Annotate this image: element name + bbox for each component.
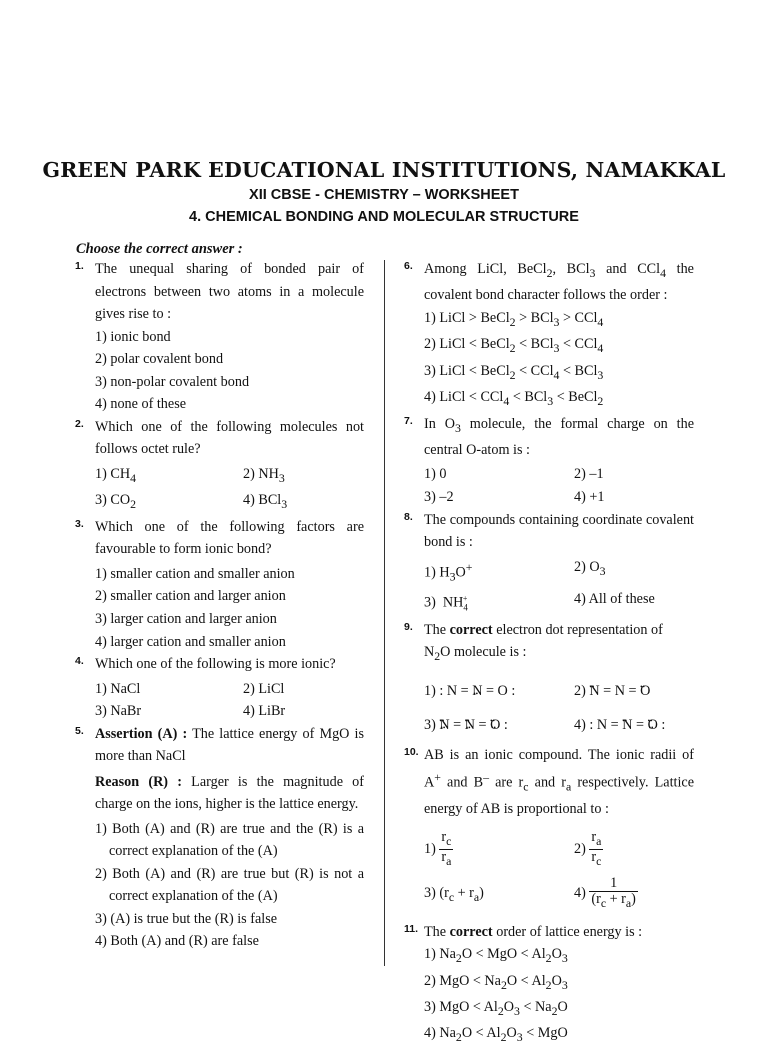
question-9	[404, 619, 694, 738]
question-text: Which one of the following factors are favourable to form ionic bond?	[95, 518, 364, 558]
question-number: 5.	[75, 724, 84, 737]
question-7	[404, 413, 694, 509]
question-6	[404, 258, 694, 413]
option[interactable]: 4) +1	[574, 488, 605, 505]
question-text: Among LiCl, BeCl$_2$, BCl$_3$ and CCl$_4$ the covalent bond character follows the order :	[424, 261, 694, 304]
chapter-title: 4. CHEMICAL BONDING AND MOLECULAR STRUCTURE	[189, 209, 579, 225]
option[interactable]: 2) LiCl	[243, 680, 285, 697]
option[interactable]: 4) larger cation and smaller anion	[95, 633, 286, 650]
column-divider	[384, 260, 385, 966]
option[interactable]: 1) $\frac{r_c}{r_a}$	[424, 829, 452, 868]
question-5	[75, 723, 364, 953]
option[interactable]: 2) LiCl < BeCl$_2$ < BCl$_3$ < CCl$_4$	[424, 336, 604, 356]
option[interactable]: 3) $(r_c + r_a)$	[424, 884, 484, 904]
left-column	[75, 258, 364, 953]
question-text-cont: $N_2O$ molecule is :	[424, 644, 527, 664]
reason: Reason (R) : Larger is the magnitude of charge on the ions, higher is the lattice energy.	[95, 773, 364, 813]
option[interactable]: 1) Both (A) and (R) are true and the (R) is a correct explanation of the (A)	[95, 820, 364, 860]
option[interactable]: 1) smaller cation and smaller anion	[95, 565, 295, 582]
option[interactable]: 3) •• N •• = •• N •• = •• O •• :	[424, 712, 574, 738]
instruction: Choose the correct answer :	[76, 241, 243, 257]
option[interactable]: 1) $H_3O^+$	[424, 559, 473, 584]
option[interactable]: 3) $CO_2$	[95, 492, 136, 512]
question-number: 6.	[404, 260, 413, 272]
option[interactable]: 1) $CH_4$	[95, 465, 136, 485]
option[interactable]: 3) –2	[424, 488, 454, 505]
question-number: 1.	[75, 260, 84, 272]
question-number: 3.	[75, 517, 84, 530]
question-number: 11.	[404, 922, 419, 935]
question-text: The unequal sharing of bonded pair of electrons between two atoms in a molecule gives rise to :	[95, 261, 364, 322]
option[interactable]: 2) $NH_3$	[243, 465, 285, 485]
option[interactable]: 2) –1	[574, 466, 604, 483]
question-1	[75, 258, 364, 416]
option[interactable]: 3) $NH_4^+$	[424, 593, 468, 613]
option[interactable]: 4) Both (A) and (R) are false	[95, 933, 259, 950]
assertion: Assertion (A) : The lattice energy of MgO is more than NaCl	[95, 725, 364, 765]
option[interactable]: 1) ionic bond	[95, 328, 171, 345]
question-text: Which one of the following is more ionic?	[95, 656, 336, 673]
question-3	[75, 516, 364, 653]
question-number: 8.	[404, 510, 413, 523]
option[interactable]: 3) (A) is true but the (R) is false	[95, 910, 278, 927]
option[interactable]: 3) NaBr	[95, 703, 142, 720]
option[interactable]: 2) MgO < $Na_2O < Al_2O_3$	[424, 972, 568, 992]
question-number: 4.	[75, 655, 84, 668]
question-11	[404, 921, 694, 1049]
option[interactable]: 4) LiBr	[243, 703, 286, 720]
option[interactable]: 1) 0	[424, 466, 447, 483]
option[interactable]: 2) polar covalent bond	[95, 351, 224, 368]
right-column	[404, 258, 694, 1049]
option[interactable]: 2) $\frac{r_a}{r_c}$	[574, 829, 602, 868]
institution-title: GREEN PARK EDUCATIONAL INSTITUTIONS, NAMAKKAL	[42, 158, 726, 182]
question-text: The compounds containing coordinate covalent bond is :	[424, 511, 694, 551]
option[interactable]: 2) •• N = N = •• O	[574, 678, 650, 704]
option[interactable]: 3) non-polar covalent bond	[95, 373, 250, 390]
worksheet-title: XII CBSE - CHEMISTRY – WORKSHEET	[249, 187, 519, 203]
option[interactable]: 4) $\frac{1}{(r_c + r_a)}$	[574, 875, 636, 910]
question-text: The correct order of lattice energy is :	[424, 923, 643, 940]
question-number: 9.	[404, 620, 413, 633]
option[interactable]: 1) $Na_2O$ < MgO < $Al_2O_3$	[424, 946, 568, 965]
question-2	[75, 416, 364, 516]
option[interactable]: 4) BCl$_3$	[243, 492, 288, 512]
option[interactable]: 1) NaCl	[95, 680, 141, 697]
option[interactable]: 4) none of these	[95, 396, 187, 413]
question-8	[404, 509, 694, 619]
option[interactable]: 1) LiCl > BeCl$_2$ > BCl$_3$ > CCl$_4$	[424, 309, 604, 329]
option[interactable]: 3) LiCl < BeCl$_2$ < CCl$_4$ < BCl$_3$	[424, 362, 604, 382]
question-text: AB is an ionic compound. The ionic radii of A+ and B– are $r_c$ and $r_a$ respectively. Lattice energy of AB is proportional to :	[424, 746, 694, 818]
option[interactable]: 4) All of these	[574, 590, 655, 607]
question-4	[75, 653, 364, 723]
option[interactable]: 4) : N = •• N = •• O •• :	[574, 712, 665, 738]
option[interactable]: 1) : N = N •• = O :	[424, 678, 574, 704]
question-number: 7.	[404, 414, 413, 427]
question-number: 2.	[75, 417, 84, 430]
question-text: In $O_3$ molecule, the formal charge on the central O-atom is :	[424, 415, 694, 458]
option[interactable]: 4) $Na_2O < Al_2O_3$ < MgO	[424, 1025, 568, 1045]
option[interactable]: 3) larger cation and larger anion	[95, 610, 277, 627]
question-number: 10.	[404, 745, 419, 758]
option[interactable]: 4) LiCl < CCl$_4$ < BCl$_3$ < BeCl$_2$	[424, 389, 604, 408]
option[interactable]: 2) Both (A) and (R) are true but (R) is not a correct explanation of the (A)	[95, 865, 364, 905]
option[interactable]: 2) smaller cation and larger anion	[95, 588, 286, 605]
question-text: Which one of the following molecules not follows octet rule?	[95, 418, 364, 458]
question-10	[404, 744, 694, 917]
option[interactable]: 3) MgO < $Al_2O_3 < Na_2O$	[424, 998, 568, 1018]
option[interactable]: 2) $O_3$	[574, 558, 606, 578]
question-text: The correct electron dot representation of	[424, 621, 663, 638]
